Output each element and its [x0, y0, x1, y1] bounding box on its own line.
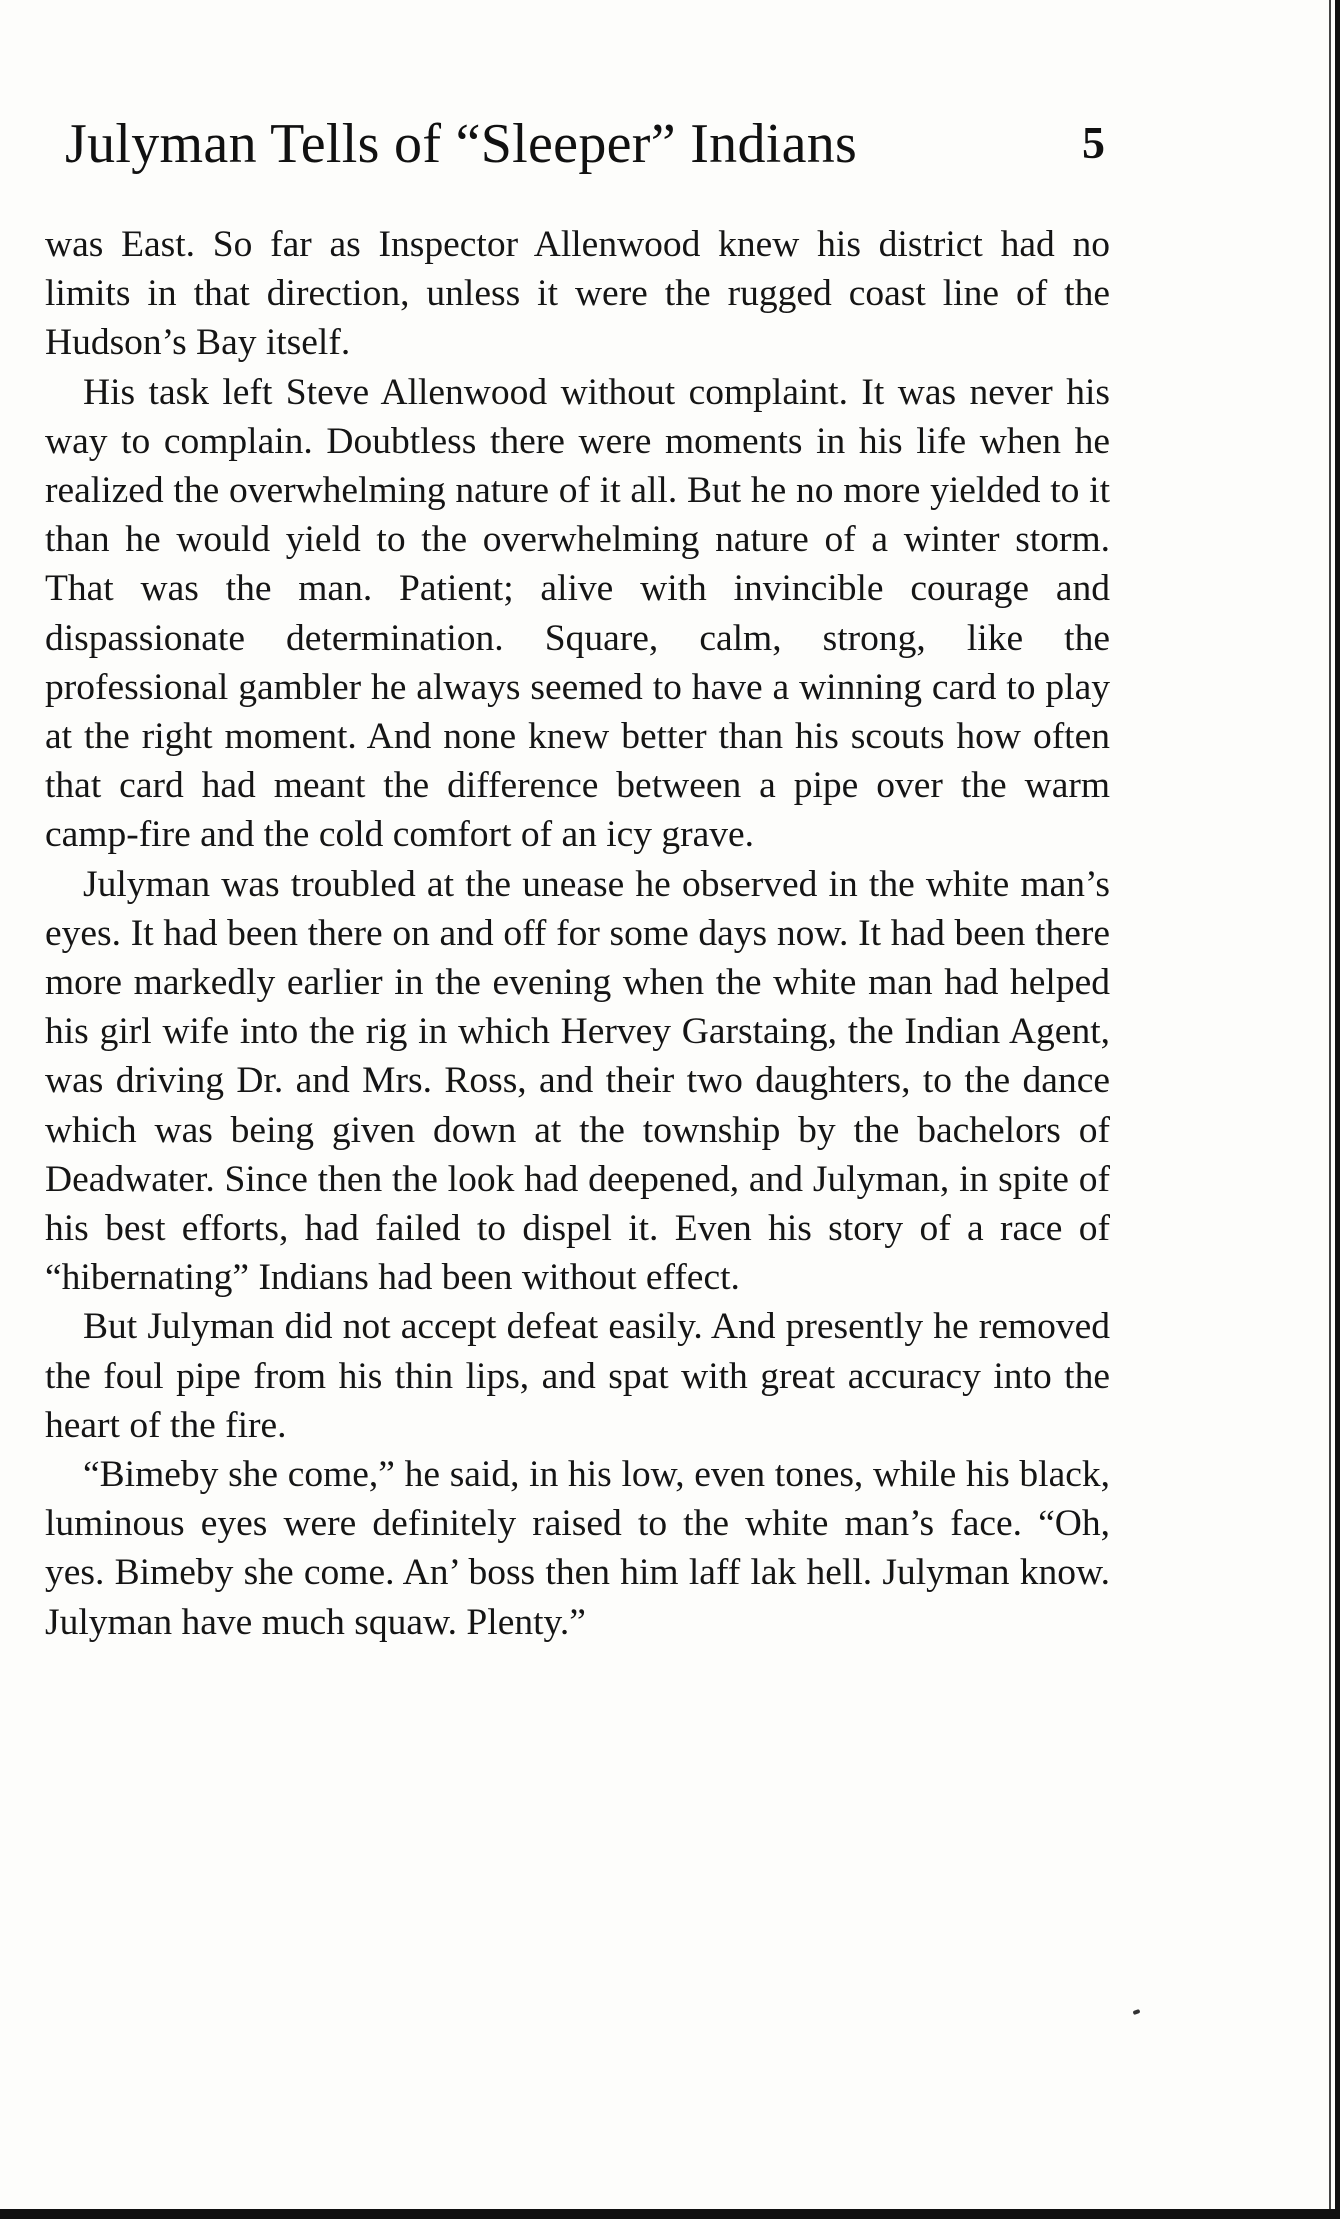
paragraph-4: But Julyman did not accept defeat easily. And presently he removed the foul pipe from his thin lips, and spat with great accuracy into the heart of the fire.: [45, 1306, 1110, 1446]
body-text: [45, 220, 1110, 1647]
page-header: [65, 112, 1105, 192]
page-edge-shadow: [1329, 0, 1331, 2219]
paragraph-3: Julyman was troubled at the unease he observed in the white man’s eyes. It had been there on and off for some days now. It had been there more markedly earlier in the evening when the white man had helped his girl wife into the rig in which Hervey Garstaing, the Indian Agent, was driving Dr. and Mrs. Ross, and their two daughters, to the dance which was being given down at the township by the bachelors of Deadwater. Since then the look had deepened, and Julyman, in spite of his best efforts, had failed to dispel it. Even his story of a race of “hibernating” Indians had been without effect.: [45, 863, 1110, 1299]
ink-speck: [1133, 2009, 1141, 2015]
page-bottom-border: [0, 2209, 1340, 2219]
paragraph-5: “Bimeby she come,” he said, in his low, even tones, while his black, luminous eyes were definitely raised to the white man’s face. “Oh, yes. Bimeby she come. An’ boss then him laff lak hell. Julyman know. Julyman have much squaw. Plenty.”: [45, 1454, 1110, 1643]
page-number: 5: [1082, 117, 1105, 168]
paragraph-1: was East. So far as Inspector Allenwood knew his district had no limits in that direction, unless it were the rugged coast line of the Hudson’s Bay itself.: [45, 224, 1110, 364]
page-right-border: [1335, 0, 1340, 2219]
paragraph-2: His task left Steve Allenwood without complaint. It was never his way to complain. Doubtless there were moments in his life when he realized the overwhelming nature of it all. But he no more yielded to it than he would yield to the overwhelming nature of a winter storm. That was the man. Patient; alive with invincible courage and dispassionate determination. Square, calm, strong, like the professional gambler he always seemed to have a winning card to play at the right moment. And none knew better than his scouts how often that card had meant the difference between a pipe over the warm camp-fire and the cold comfort of an icy grave.: [45, 371, 1110, 856]
running-title: Julyman Tells of “Sleeper” Indians: [65, 113, 858, 175]
